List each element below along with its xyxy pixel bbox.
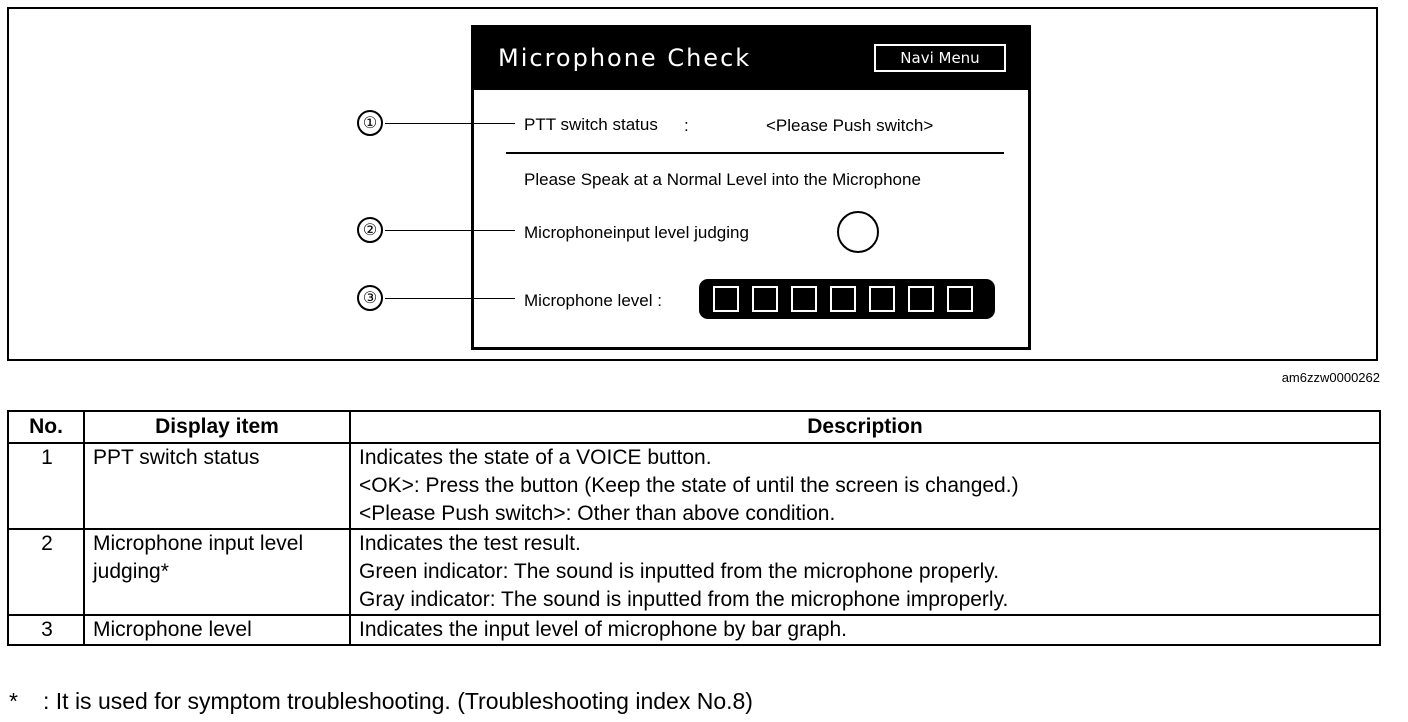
description-line: Indicates the test result. <box>359 532 581 555</box>
leader-line-1 <box>385 123 515 124</box>
table-row <box>8 443 1380 529</box>
description-line: Green indicator: The sound is inputted from the microphone properly. <box>359 560 1000 583</box>
footnote <box>9 688 753 715</box>
judging-indicator-circle <box>837 211 879 253</box>
header-no: No. <box>8 411 84 443</box>
description-line: Indicates the input level of microphone by bar graph. <box>359 618 847 641</box>
footnote-text: : It is used for symptom troubleshooting. (Troubleshooting index No.8) <box>43 688 753 714</box>
ptt-switch-status-value: <Please Push switch> <box>766 116 934 135</box>
footnote-marker: * <box>9 688 18 714</box>
table-row <box>8 615 1380 645</box>
table-header-row <box>8 411 1380 443</box>
image-code: am6zzw0000262 <box>1281 370 1380 385</box>
level-cell <box>713 286 739 312</box>
speak-instruction: Please Speak at a Normal Level into the Microphone <box>524 170 921 189</box>
input-level-judging-label: Microphoneinput level judging <box>524 223 749 242</box>
level-cell <box>947 286 973 312</box>
header-display-item: Display item <box>84 411 350 443</box>
ptt-colon: : <box>684 116 689 135</box>
level-cell <box>752 286 778 312</box>
description-line: Gray indicator: The sound is inputted from the microphone improperly. <box>359 588 1009 611</box>
microphone-level-bar <box>699 279 995 319</box>
table-row <box>8 529 1380 615</box>
divider <box>506 152 1004 154</box>
row-description <box>350 443 1380 529</box>
row-item: PPT switch status <box>84 443 350 529</box>
leader-line-2 <box>385 230 515 231</box>
screen-title: Microphone Check <box>498 44 752 72</box>
navi-menu-button[interactable]: Navi Menu <box>874 44 1006 72</box>
microphone-level-label: Microphone level : <box>524 291 662 310</box>
callout-2: ② <box>357 217 383 243</box>
level-cell <box>830 286 856 312</box>
row-no: 2 <box>8 529 84 615</box>
level-cell <box>908 286 934 312</box>
row-description <box>350 529 1380 615</box>
microphone-check-screen <box>471 25 1031 350</box>
level-cell <box>869 286 895 312</box>
header-description: Description <box>350 411 1380 443</box>
description-table <box>7 410 1381 646</box>
ptt-switch-status-label: PTT switch status <box>524 115 658 134</box>
callout-3: ③ <box>357 285 383 311</box>
leader-line-3 <box>385 298 515 299</box>
callout-1: ① <box>357 110 383 136</box>
description-line: <Please Push switch>: Other than above condition. <box>359 502 836 525</box>
row-description <box>350 615 1380 645</box>
description-line: <OK>: Press the button (Keep the state of until the screen is changed.) <box>359 474 1019 497</box>
screen-header <box>474 28 1028 90</box>
row-item: Microphone input level judging* <box>84 529 350 615</box>
row-item: Microphone level <box>84 615 350 645</box>
level-cell <box>791 286 817 312</box>
row-no: 1 <box>8 443 84 529</box>
row-no: 3 <box>8 615 84 645</box>
description-line: Indicates the state of a VOICE button. <box>359 446 712 469</box>
